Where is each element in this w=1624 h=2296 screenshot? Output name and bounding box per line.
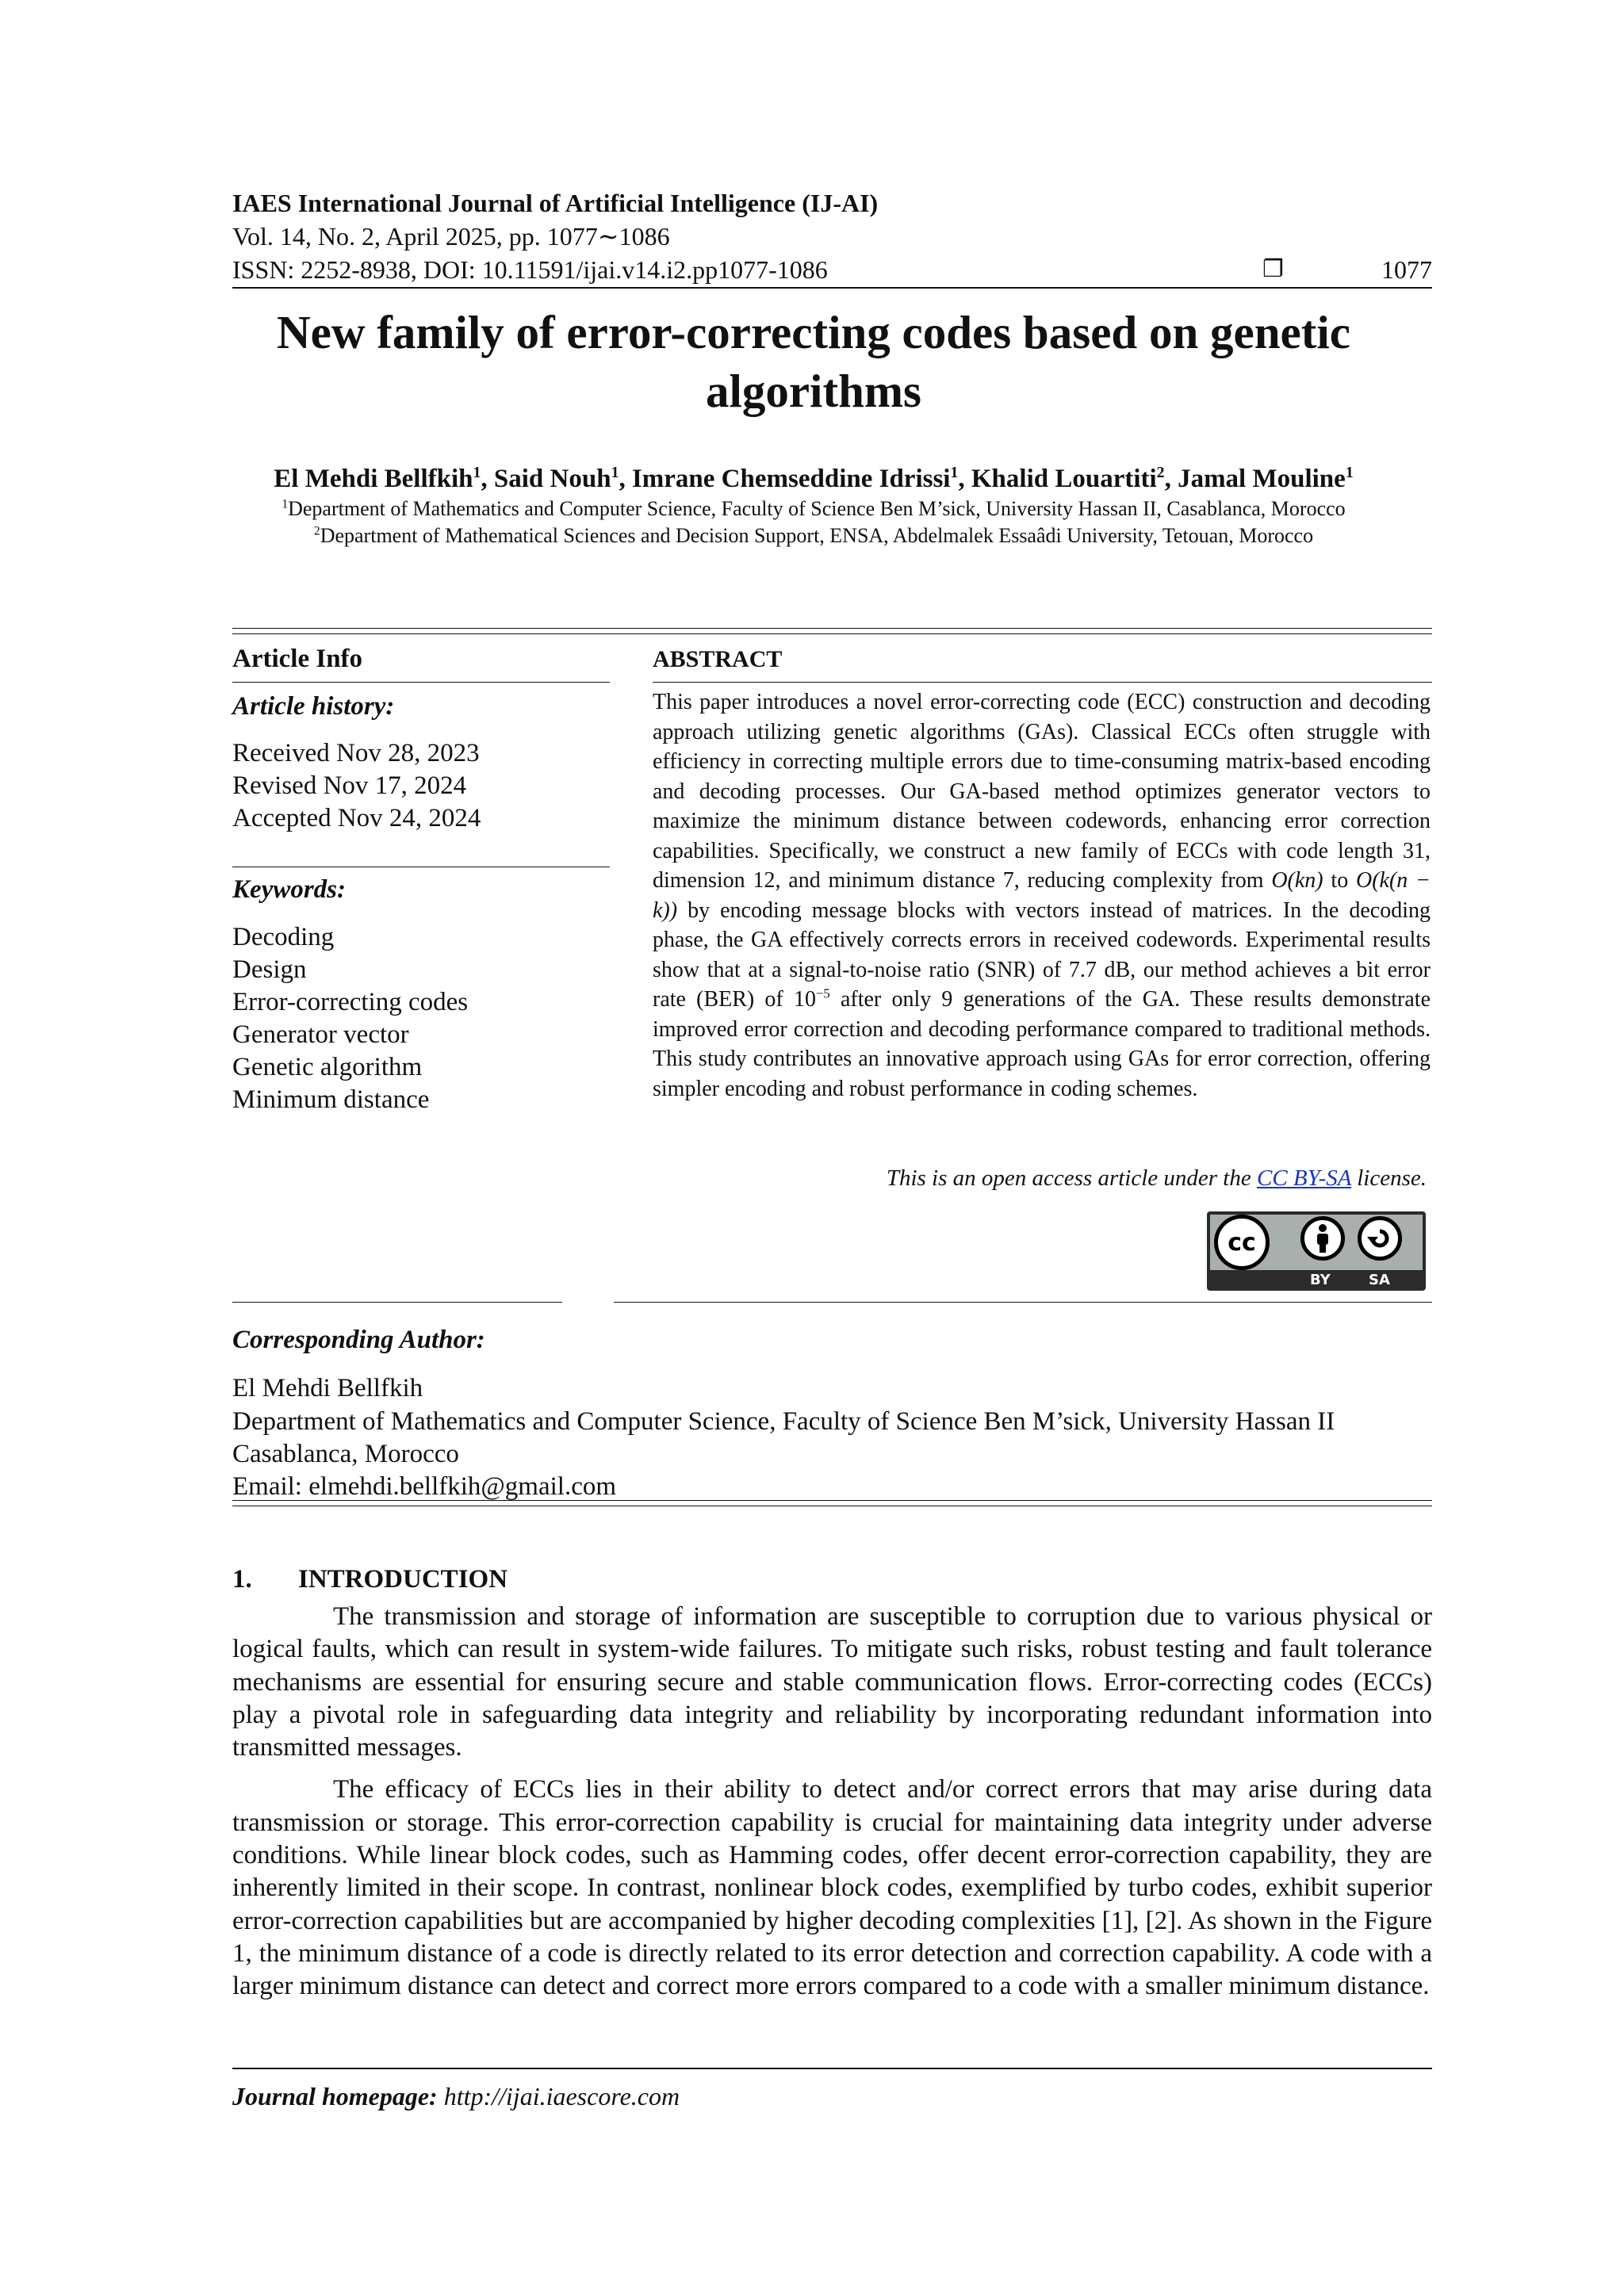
author-affil-mark: 2 — [1156, 464, 1165, 481]
abstract-heading: ABSTRACT — [653, 646, 783, 672]
author-list — [233, 461, 1394, 496]
title-line-2: algorithms — [705, 365, 922, 417]
person-glyph — [1309, 1223, 1336, 1254]
abstract-body — [653, 687, 1431, 1104]
cc-by-sa-link[interactable]: CC BY-SA — [1257, 1165, 1351, 1191]
keyword: Generator vector — [232, 1020, 409, 1049]
footer-rule — [232, 2068, 1432, 2069]
journal-issn-doi: ISSN: 2252-8938, DOI: 10.11591/ijai.v14.i2.pp1077-1086 — [232, 255, 828, 284]
corr-rule-right — [614, 1302, 1432, 1303]
keywords-list — [232, 921, 468, 1116]
affiliation-text: Department of Mathematical Sciences and Decision Support, ENSA, Abdelmalek Essaâdi University, Tetouan, Morocco — [320, 524, 1314, 547]
info-top-rule — [232, 628, 1432, 629]
author-separator: , — [958, 465, 971, 493]
journal-name: IAES International Journal of Artificial Intelligence (IJ-AI) — [232, 189, 879, 217]
cc-icon: cc — [1214, 1215, 1270, 1270]
math-inline: O(k(n − k)) — [653, 868, 1431, 923]
history-revised: Revised Nov 17, 2024 — [232, 771, 467, 800]
article-info-rule — [232, 682, 610, 683]
homepage-url[interactable]: http://ijai.iaescore.com — [443, 2082, 680, 2110]
author-affil-mark: 1 — [611, 464, 619, 481]
corr-department: Department of Mathematics and Computer Science, Faculty of Science Ben M’sick, University Hassan II — [232, 1406, 1335, 1436]
badge-sa-label: SA — [1369, 1272, 1390, 1288]
section-heading: INTRODUCTION — [298, 1565, 508, 1594]
keywords-label: Keywords: — [232, 875, 346, 904]
author-name: Imrane Chemseddine Idrissi — [631, 465, 951, 493]
affiliation-1 — [233, 496, 1394, 522]
share-alike-icon — [1358, 1216, 1402, 1261]
corr-city: Casablanca, Morocco — [232, 1439, 459, 1468]
person-icon — [1300, 1216, 1345, 1261]
history-received: Received Nov 28, 2023 — [232, 739, 480, 767]
author-affil-mark: 1 — [473, 464, 481, 481]
abstract-rule — [653, 682, 1432, 683]
paragraph: The transmission and storage of information are susceptible to corruption due to various physical or logical faults, which can result in system-wide failures. To mitigate such risks, robust testing and fault tolerance mechanisms are essential for ensuring secure and stable communication flows. Error-correcting codes (ECCs) play a pivotal role in safeguarding data integrity and reliability by incorporating redundant information into transmitted messages. — [232, 1602, 1432, 1762]
affiliation-mark: 2 — [313, 524, 320, 538]
keyword: Decoding — [232, 923, 335, 951]
corr-email: Email: elmehdi.bellfkih@gmail.com — [232, 1472, 617, 1502]
author-separator: , — [1164, 465, 1178, 493]
open-access-note — [653, 1163, 1427, 1193]
oa-suffix: license. — [1350, 1165, 1427, 1191]
box-icon: ❐ — [1262, 255, 1284, 283]
journal-volume: Vol. 14, No. 2, April 2025, pp. 1077∼1086 — [232, 222, 670, 251]
author-separator: , — [481, 465, 494, 493]
abstract-text: after only 9 generations of the GA. These results demonstrate improved error correction and decoding performance compared to traditional methods. This study contributes an innovative approach using GAs for error correction, offering simpler encoding and robust performance in coding schemes. — [653, 987, 1431, 1101]
paragraph: The efficacy of ECCs lies in their ability to detect and/or correct errors that may arise during data transmission or storage. This error-correction capability is crucial for maintaining data integrity under adverse conditions. While linear block codes, such as Hamming codes, offer decent error-correction capability, they are inherently limited in their scope. In contrast, nonlinear block codes, exemplified by turbo codes, exhibit superior error-correction capabilities but are accompanied by higher decoding complexities [1], [2]. As shown in the Figure 1, the minimum distance of a code is directly related to its error detection and correction capability. A code with a larger minimum distance can detect and correct more errors compared to a code with a smaller minimum distance. — [232, 1775, 1432, 2001]
share-alike-glyph — [1364, 1223, 1396, 1254]
journal-homepage — [232, 2082, 680, 2111]
corr-rule-left — [232, 1302, 562, 1303]
keyword: Design — [232, 955, 307, 984]
author-affil-mark: 1 — [950, 464, 959, 481]
article-history — [232, 737, 481, 835]
keyword: Error-correcting codes — [232, 988, 469, 1016]
paper-title — [233, 303, 1394, 420]
corresponding-label: Corresponding Author: — [232, 1326, 485, 1354]
keyword: Genetic algorithm — [232, 1053, 423, 1081]
author-name: El Mehdi Bellfkih — [274, 465, 473, 493]
affiliation-mark: 1 — [282, 497, 289, 511]
affiliation-2 — [233, 523, 1394, 549]
author-affil-mark: 1 — [1345, 464, 1354, 481]
title-line-1: New family of error-correcting codes based on genetic — [277, 306, 1350, 358]
affiliation-text: Department of Mathematics and Computer Science, Faculty of Science Ben M’sick, University Hassan II, Casablanca, Morocco — [288, 497, 1346, 520]
keyword: Minimum distance — [232, 1085, 430, 1114]
author-separator: , — [619, 465, 632, 493]
header-rule — [232, 287, 1432, 289]
homepage-label: Journal homepage: — [232, 2082, 438, 2110]
corr-name: El Mehdi Bellfkih — [232, 1374, 423, 1403]
abstract-text: This paper introduces a novel error-correcting code (ECC) construction and decoding approach utilizing genetic algorithms (GAs). Classical ECCs often struggle with efficiency in correcting multiple errors due to time-consuming matrix-based encoding and decoding processes. Our GA-based method optimizes generator vectors to maximize the minimum distance between codewords, enhancing error correction capabilities. Specifically, we construct a new family of ECCs with code length 31, dimension 12, and minimum distance 7, reducing complexity from — [653, 690, 1431, 893]
math-inline: O(kn) — [1271, 868, 1323, 893]
page-number: 1077 — [1381, 255, 1432, 284]
math-inline: 10 — [793, 987, 816, 1012]
section-number: 1. — [232, 1565, 252, 1594]
introduction-body — [232, 1601, 1432, 2013]
history-accepted: Accepted Nov 24, 2024 — [232, 804, 481, 832]
math-exponent: −5 — [815, 985, 830, 1001]
author-name: Jamal Mouline — [1178, 465, 1346, 493]
cc-by-sa-badge[interactable] — [1207, 1211, 1426, 1291]
corr-bottom-rule — [232, 1500, 1432, 1501]
author-name: Said Nouh — [493, 465, 611, 493]
oa-prefix: This is an open access article under the — [886, 1165, 1257, 1191]
abstract-text: by encoding message blocks with vectors instead of matrices. In the decoding phase, the GA effectively corrects errors in received codewords. Experimental results show that at a signal-to-noise ratio (SNR) of 7.7 dB, our method achieves a bit error rate (BER) of — [653, 897, 1431, 1012]
author-name: Khalid Louartiti — [971, 465, 1157, 493]
article-info-heading: Article Info — [232, 645, 363, 673]
info-top-rule-2 — [232, 633, 1432, 634]
article-history-label: Article history: — [232, 692, 395, 721]
corresponding-author — [232, 1324, 1430, 1503]
badge-by-label: BY — [1310, 1272, 1331, 1288]
abstract-text: to — [1323, 868, 1356, 893]
